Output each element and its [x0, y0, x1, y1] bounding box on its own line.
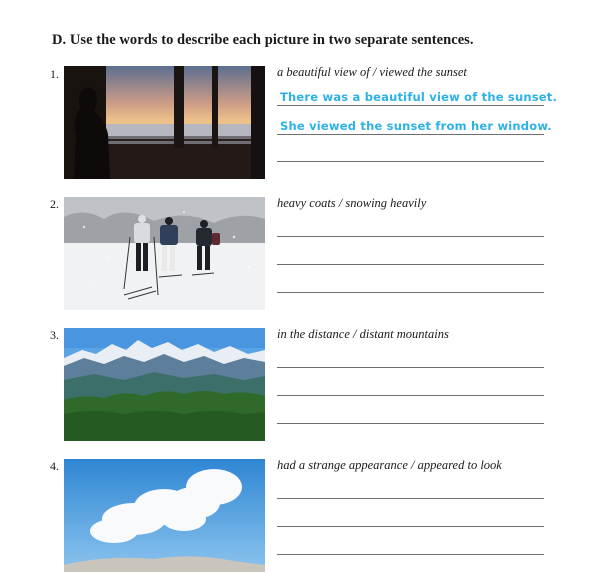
item-4-picture [64, 459, 265, 573]
item-2-prompt: heavy coats / snowing heavily [277, 196, 427, 210]
skiers-snow-image [64, 197, 265, 310]
item-4-number: 4. [50, 459, 59, 473]
item-3-picture [64, 328, 265, 441]
cloud-sky-image [64, 459, 265, 572]
item-1-answer-line-2 [277, 134, 544, 135]
item-4-answer-line-1 [277, 498, 544, 499]
item-1-answer-line-1 [277, 105, 544, 106]
item-3-answer-line-3 [277, 423, 544, 424]
item-2-picture [64, 197, 265, 310]
exercise-heading: D. Use the words to describe each picture in two separate sentences. [52, 32, 474, 48]
item-3-number: 3. [50, 328, 59, 342]
item-1-answer-2[interactable]: She viewed the sunset from her window. [280, 119, 552, 133]
item-1-answer-line-3 [277, 161, 544, 162]
item-4-answer-line-3 [277, 554, 544, 555]
item-2-answer-line-2 [277, 264, 544, 265]
item-2-answer-line-1 [277, 236, 544, 237]
mountains-image [64, 328, 265, 441]
woman-sunset-image [64, 66, 265, 179]
item-3-answer-line-2 [277, 395, 544, 396]
item-1-picture [64, 66, 265, 179]
item-1-answer-1[interactable]: There was a beautiful view of the sunset. [280, 90, 558, 104]
item-1-prompt: a beautiful view of / viewed the sunset [277, 65, 467, 79]
item-3-prompt: in the distance / distant mountains [277, 327, 449, 341]
item-2-number: 2. [50, 197, 59, 211]
item-4-answer-line-2 [277, 526, 544, 527]
item-4-prompt: had a strange appearance / appeared to look [277, 458, 502, 472]
item-2-answer-line-3 [277, 292, 544, 293]
item-3-answer-line-1 [277, 367, 544, 368]
item-1-number: 1. [50, 67, 59, 81]
